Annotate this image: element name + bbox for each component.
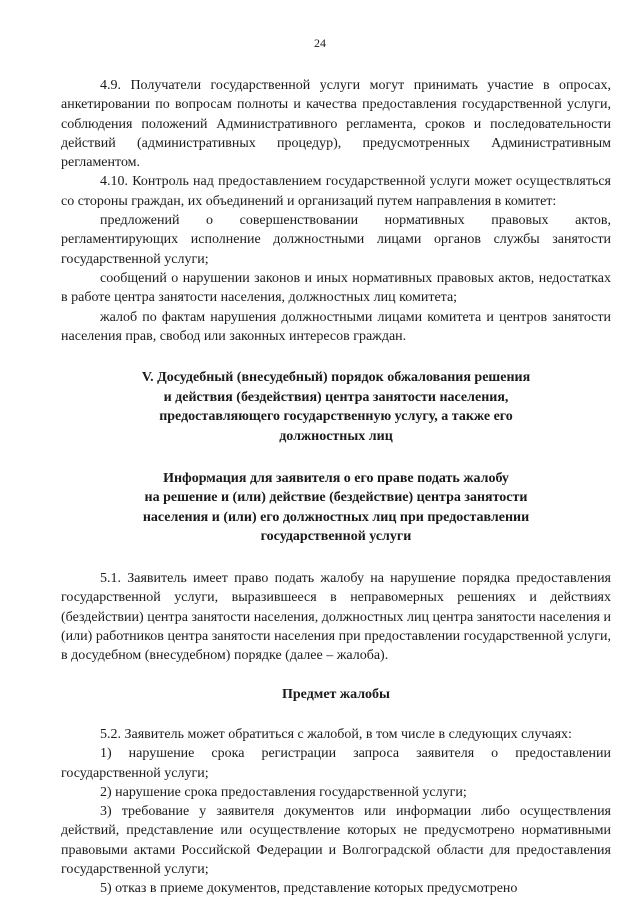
list-item-2: 2) нарушение срока предоставления государственной услуги;: [100, 784, 467, 800]
list-item-5: 5) отказ в приеме документов, представление которых предусмотрено: [100, 881, 518, 897]
list-item-complaints: жалоб по фактам нарушения должностными лицами комитета и центров занятости населения прав, свобод или законных интересов граждан.: [61, 309, 611, 344]
paragraph-5-1: 5.1. Заявитель имеет право подать жалобу на нарушение порядка предоставления государственной услуги, выразившееся в неправомерных решениях и действиях (бездействии) центра занятости населения, должностных лиц центра занятости населения и (или) работников центра занятости населения при предоставлении государственной услуги, в досудебном (внесудебном) порядке (далее – жалоба).: [61, 570, 611, 664]
list-item-1: 1) нарушение срока регистрации запроса заявителя о предоставлении государственной услуги;: [61, 746, 611, 781]
section-5-heading: [61, 368, 611, 446]
page-number: 24: [314, 36, 326, 50]
paragraph-5-2: 5.2. Заявитель может обратиться с жалобой, в том числе в следующих случаях:: [100, 726, 572, 742]
heading-line: и действия (бездействия) центра занятости населения,: [163, 389, 509, 405]
heading-line: Информация для заявителя о его праве подать жалобу: [163, 470, 509, 486]
heading-line: на решение и (или) действие (бездействие) центра занятости: [144, 490, 528, 506]
paragraph-4-9: 4.9. Получатели государственной услуги могут принимать участие в опросах, анкетировании по вопросам полноты и качества предоставления государственной услуги, соблюдения положений Административного регламента, сроков и последовательности действий (административных процедур), предусмотренных Административным регламентом.: [61, 78, 611, 171]
list-item-proposals: предложений о совершенствовании нормативных правовых актов, регламентирующих исполнение должностными лицами органов службы занятости государственной услуги;: [61, 213, 611, 267]
heading-line: должностных лиц: [279, 428, 393, 444]
heading-line: населения и (или) его должностных лиц при предоставлении: [142, 509, 530, 525]
paragraph-4-10: 4.10. Контроль над предоставлением государственной услуги может осуществляться со стороны граждан, их объединений и организаций путем направления в комитет:: [61, 174, 611, 209]
heading-line: V. Досудебный (внесудебный) порядок обжалования решения: [141, 370, 531, 386]
info-heading: [61, 469, 611, 547]
list-item-reports: сообщений о нарушении законов и иных нормативных правовых актов, недостатках в работе центра занятости населения, должностных лиц комитета;: [61, 270, 611, 306]
document-body: [61, 76, 611, 899]
subject-heading: Предмет жалобы: [282, 687, 390, 703]
heading-line: предоставляющего государственную услугу, а также его: [159, 409, 513, 425]
heading-line: государственной услуги: [260, 529, 412, 545]
list-item-3: 3) требование у заявителя документов или информации либо осуществления действий, представление или осуществление которых не предусмотрено нормативными правовыми актами Российской Федерации и Волгоградской области для предоставления государственной услуги;: [61, 804, 611, 878]
